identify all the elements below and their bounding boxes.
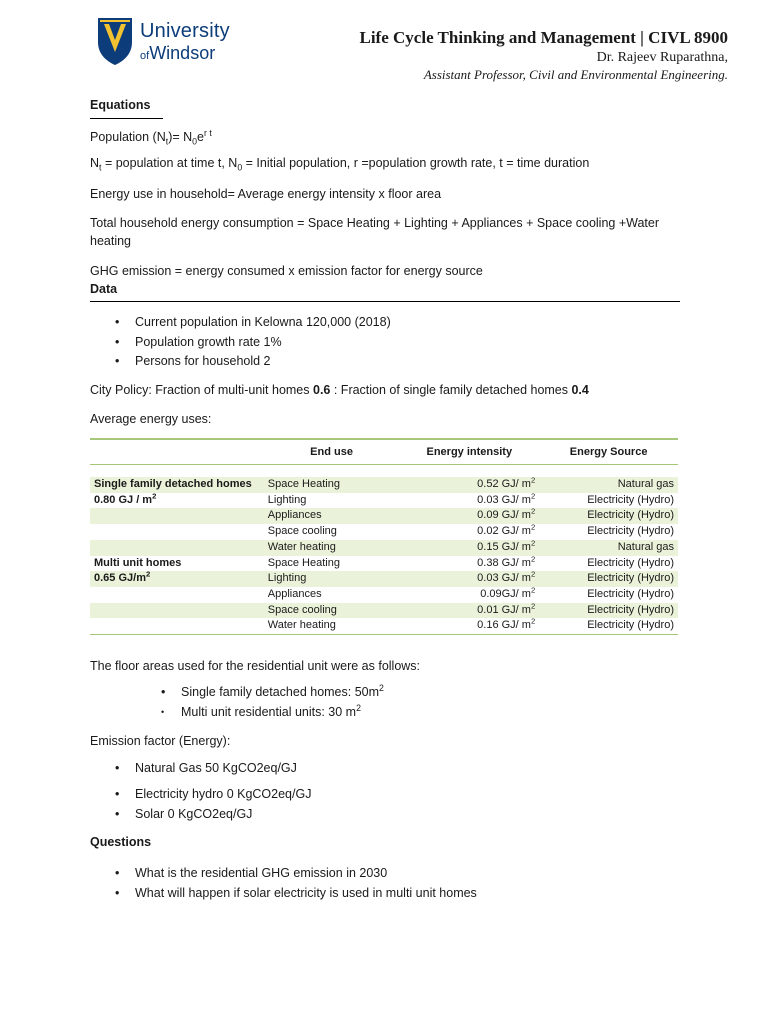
table-row: Single family detached homes Space Heating 0.52 GJ/ $m^2$ Natural gas [90, 477, 678, 493]
data-heading-rule [90, 301, 680, 302]
average-energy-label: Average energy uses: [90, 412, 212, 426]
list-item: • Single family detached homes: $50m^2$ [161, 682, 384, 699]
list-item: • Current population in Kelowna 120,000 (2018) [115, 315, 391, 329]
logo-wordmark-university: University [140, 20, 230, 42]
energy-use-equation: Energy use in household= Average energy intensity x floor area [90, 187, 442, 201]
table-header-row [90, 439, 678, 465]
variable-definitions: $N_t$ = population at time t, $N_0$ = Initial population, r =population growth rate, t = time duration [90, 156, 590, 173]
shield-icon [96, 16, 134, 66]
table-row: Water heating 0.16 GJ/ $m^2$ Electricity (Hydro) [90, 618, 678, 634]
ghg-equation: GHG emission = energy consumed x emission factor for energy source [90, 264, 483, 278]
questions-heading: Questions [90, 835, 152, 849]
table-row: 0.65 $GJ/m^2$ Lighting 0.03 GJ/ $m^2$ Electricity (Hydro) [90, 571, 678, 587]
emission-factor-list [115, 759, 312, 824]
table-header-intensity: Energy intensity [399, 439, 539, 465]
list-item: • Natural Gas 50 KgCO2eq/GJ [115, 761, 297, 775]
list-item: • Electricity hydro 0 KgCO2eq/GJ [115, 787, 312, 801]
floor-areas-list [161, 682, 384, 722]
list-item: • Solar 0 KgCO2eq/GJ [115, 806, 253, 821]
table-row: Multi unit homes Space Heating 0.38 GJ/ $m^2$ Electricity (Hydro) [94, 553, 674, 569]
university-logo [96, 16, 236, 72]
data-heading: Data [90, 282, 118, 296]
list-item: • What is the residential GHG emission in 2030 [115, 866, 388, 880]
professor-name: Dr. Rajeev Ruparathna, [596, 50, 728, 65]
floor-areas-intro: The floor areas used for the residential unit were as follows: [90, 659, 421, 673]
professor-title: Assistant Professor, Civil and Environmental Engineering. [423, 67, 728, 82]
list-item: • Population growth rate 1% [115, 334, 282, 349]
table-row: Space cooling 0.01 GJ/ $m^2$ Electricity (Hydro) [90, 603, 678, 619]
emission-factor-label: Emission factor (Energy): [90, 734, 231, 748]
population-equation: Population $(N_t)= N_0e^{r t}$ [90, 127, 212, 147]
table-header-end-use: End use [264, 439, 400, 465]
table-header-group [90, 439, 264, 465]
list-item: • Persons for household 2 [115, 354, 271, 368]
table-header-source: Energy Source [539, 439, 678, 465]
list-item: • Multi unit residential units: 30 $m^2$ [161, 702, 361, 719]
table-row: 0.80 GJ / $m^2$ Lighting 0.03 GJ/ $m^2$ Electricity (Hydro) [94, 491, 674, 506]
data-bullet-list [115, 313, 391, 372]
table-row: Appliances 0.09 GJ/ $m^2$ Electricity (Hydro) [90, 508, 678, 524]
course-title: Life Cycle Thinking and Management | CIVL 8900 [359, 28, 728, 47]
table-row: Space cooling 0.02 GJ/ $m^2$ Electricity (Hydro) [267, 522, 674, 538]
heading-underline [90, 118, 163, 119]
logo-wordmark-windsor: ofWindsor [140, 43, 216, 63]
energy-use-table [90, 438, 678, 635]
table-row: Appliances 0.09GJ/ $m^2$ Electricity (Hydro) [267, 585, 674, 600]
table-row: Water heating 0.15 GJ/ $m^2$ Natural gas [90, 540, 678, 556]
total-consumption-equation: Total household energy consumption = Space Heating + Lighting + Appliances + Space cooling +Water heating [90, 216, 660, 248]
questions-list [115, 864, 477, 903]
equations-heading: Equations [90, 98, 151, 112]
city-policy: City Policy: Fraction of multi-unit homes 0.6 : Fraction of single family detached homes 0.4 [90, 383, 589, 397]
list-item: • What will happen if solar electricity is used in multi unit homes [115, 885, 477, 900]
